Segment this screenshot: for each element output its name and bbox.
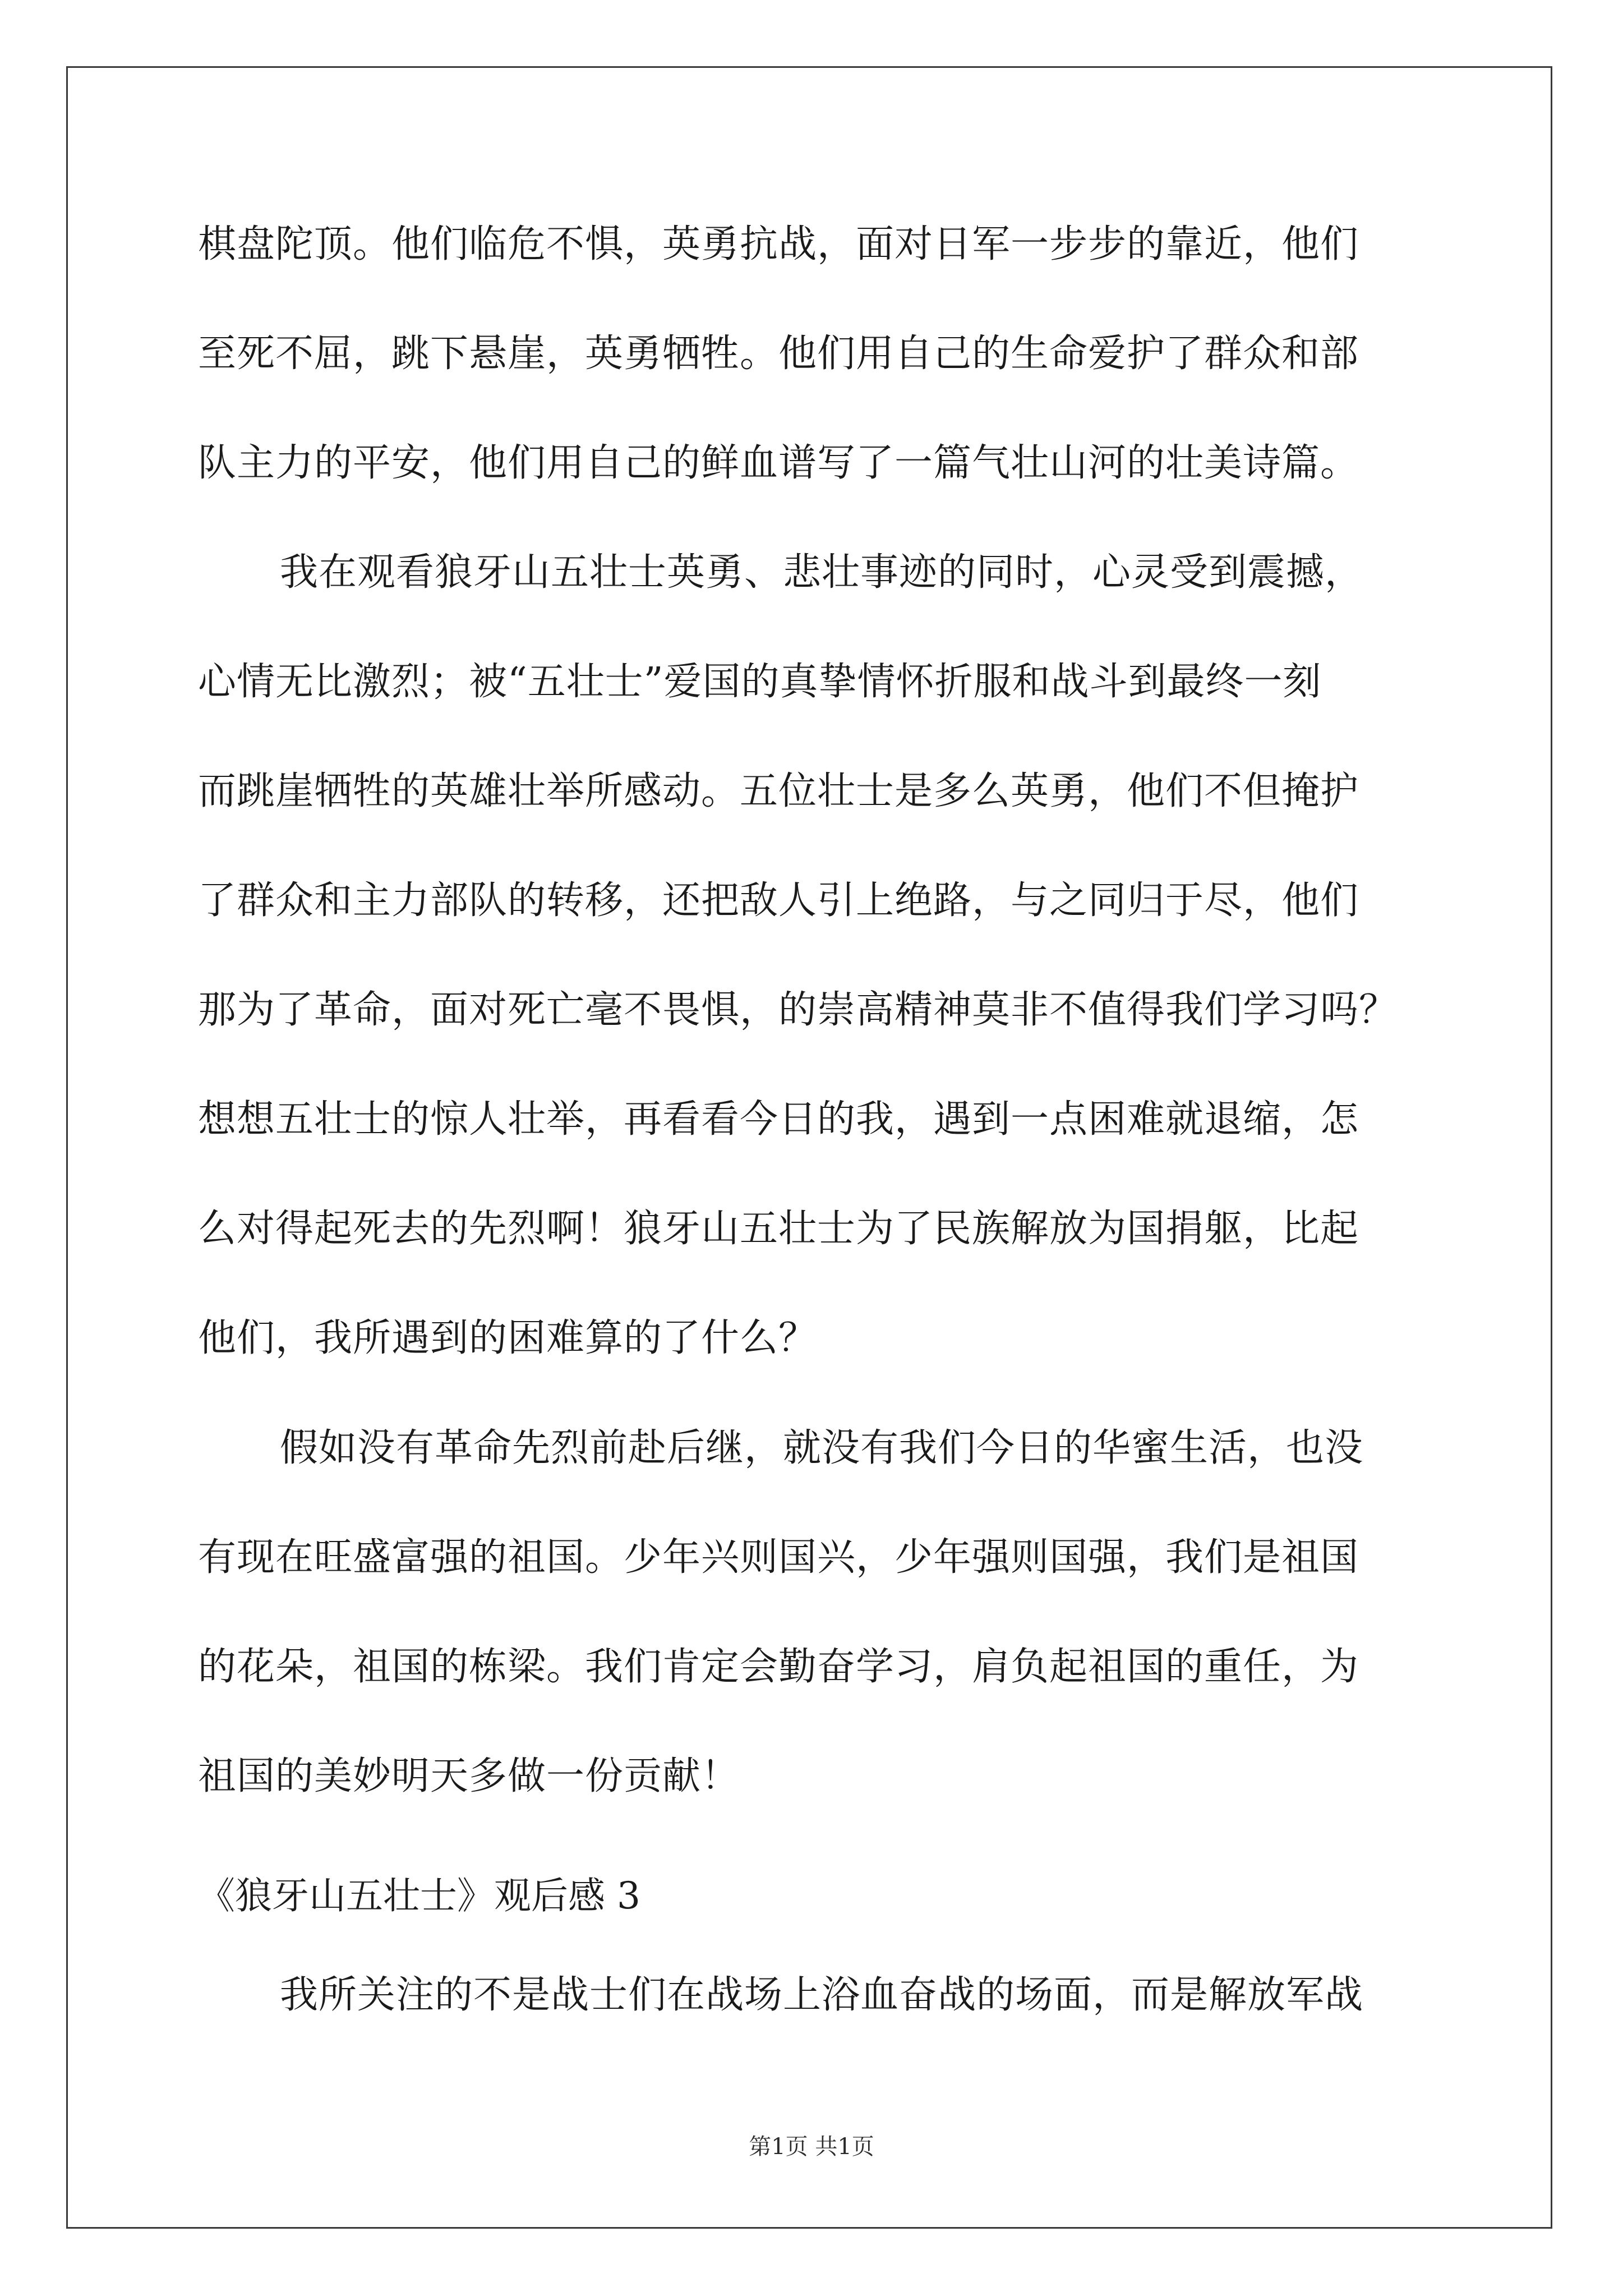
text-line: 我所关注的不是战士们在战场上浴血奋战的场面，而是解放军战 — [280, 1973, 1364, 2017]
text-line: 么对得起死去的先烈啊！狼牙山五壮士为了民族解放为国捐躯，比起 — [198, 1207, 1359, 1251]
page-footer: 第1页 共1页 — [749, 2134, 874, 2160]
text-line: 他们，我所遇到的困难算的了什么？ — [198, 1316, 818, 1360]
text-line: 假如没有革命先烈前赴后继，就没有我们今日的华蜜生活，也没 — [280, 1426, 1364, 1470]
text-line: 想想五壮士的惊人壮举，再看看今日的我，遇到一点困难就退缩，怎 — [198, 1097, 1359, 1142]
section-heading: 《狼牙山五壮士》观后感 3 — [198, 1874, 640, 1917]
text-line: 我在观看狼牙山五壮士英勇、悲壮事迹的同时，心灵受到震撼， — [280, 550, 1364, 595]
text-line: 而跳崖牺牲的英雄壮举所感动。五位壮士是多么英勇，他们不但掩护 — [198, 769, 1359, 813]
text-line: 至死不屈，跳下悬崖，英勇牺牲。他们用自己的生命爱护了群众和部 — [198, 332, 1359, 376]
text-line: 有现在旺盛富强的祖国。少年兴则国兴，少年强则国强，我们是祖国 — [198, 1535, 1359, 1580]
text-line: 了群众和主力部队的转移，还把敌人引上绝路，与之同归于尽，他们 — [198, 878, 1359, 923]
text-line: 队主力的平安，他们用自己的鲜血谱写了一篇气壮山河的壮美诗篇。 — [198, 441, 1359, 485]
text-line: 棋盘陀顶。他们临危不惧，英勇抗战，面对日军一步步的靠近，他们 — [198, 222, 1359, 266]
text-line: 那为了革命，面对死亡毫不畏惧，的崇高精神莫非不值得我们学习吗？ — [198, 988, 1398, 1032]
text-line: 的花朵，祖国的栋梁。我们肯定会勤奋学习，肩负起祖国的重任，为 — [198, 1645, 1359, 1689]
text-line: 心情无比激烈；被“五壮士”爱国的真挚情怀折服和战斗到最终一刻 — [198, 660, 1322, 704]
text-line: 祖国的美妙明天多做一份贡献！ — [198, 1754, 740, 1798]
